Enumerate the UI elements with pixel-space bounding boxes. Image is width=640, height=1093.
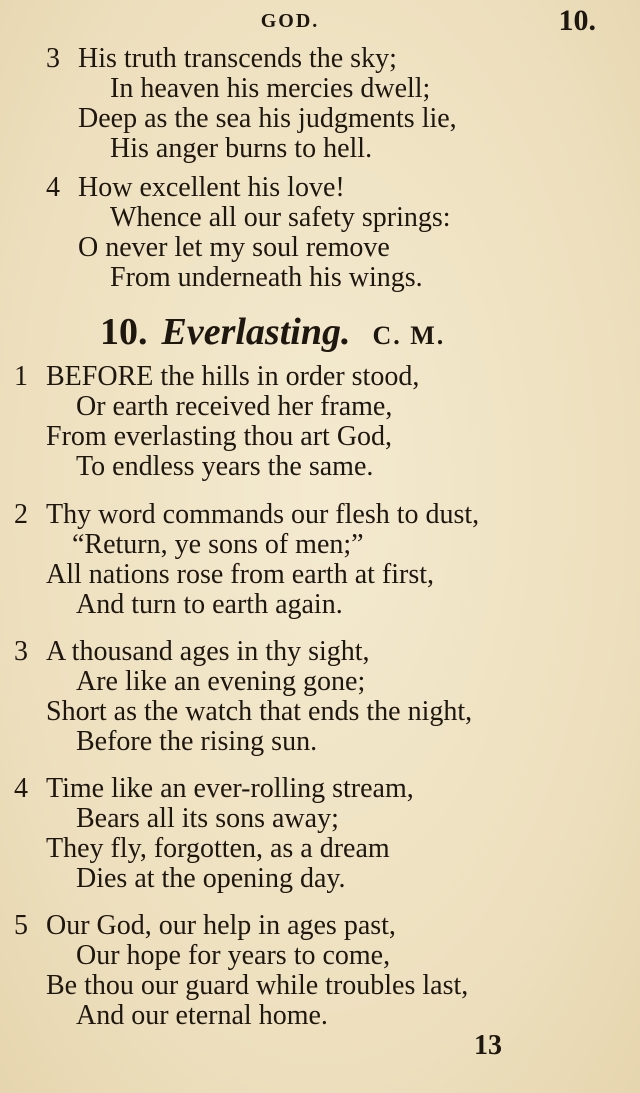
- verse-line: All nations rose from earth at first,: [46, 559, 435, 590]
- hymn-title: Everlasting.: [161, 311, 351, 353]
- verse-line: Thy word commands our flesh to dust,: [46, 499, 480, 530]
- verse-line: His anger burns to hell.: [110, 133, 373, 164]
- verse-line: Before the rising sun.: [76, 726, 318, 757]
- verse-number: 4: [14, 773, 28, 804]
- verse-line: His truth transcends the sky;: [78, 43, 397, 74]
- verse-line: And turn to earth again.: [76, 589, 343, 620]
- verse-line: How excellent his love!: [78, 172, 345, 203]
- verse-line: O never let my soul remove: [78, 232, 390, 263]
- verse-number: 5: [14, 910, 28, 941]
- verse-number: 3: [46, 43, 60, 74]
- verse-number: 4: [46, 172, 60, 203]
- verse-line: They fly, forgotten, as a dream: [46, 833, 390, 864]
- verse-line: Time like an ever-rolling stream,: [46, 773, 414, 804]
- verse-number: 1: [14, 361, 28, 392]
- running-header: GOD.: [260, 10, 320, 32]
- verse-line: A thousand ages in thy sight,: [46, 636, 370, 667]
- hymn-meter: C. M.: [372, 321, 446, 350]
- verse-line: Bears all its sons away;: [76, 803, 339, 834]
- verse-line: Whence all our safety springs:: [110, 202, 451, 233]
- verse-line: Or earth received her frame,: [76, 391, 393, 422]
- hymn-heading: [100, 312, 445, 356]
- verse-line: And our eternal home.: [76, 1000, 328, 1031]
- verse-line: Deep as the sea his judgments lie,: [78, 103, 457, 134]
- verse-number: 2: [14, 499, 28, 530]
- verse-line: In heaven his mercies dwell;: [110, 73, 431, 104]
- verse-line: Our hope for years to come,: [76, 940, 391, 971]
- hymn-number: 10.: [100, 311, 148, 353]
- verse-line: Short as the watch that ends the night,: [46, 696, 473, 727]
- verse-line: To endless years the same.: [76, 451, 374, 482]
- verse-line: Our God, our help in ages past,: [46, 910, 396, 941]
- verse-line: Dies at the opening day.: [76, 863, 346, 894]
- verse-line: From everlasting thou art God,: [46, 421, 393, 452]
- verse-line: Be thou our guard while troubles last,: [46, 970, 469, 1001]
- verse-number: 3: [14, 636, 28, 667]
- verse-line: “Return, ye sons of men;”: [72, 529, 364, 560]
- verse-line: From underneath his wings.: [110, 262, 423, 293]
- header-hymn-number: 10.: [558, 4, 596, 37]
- verse-line: Are like an evening gone;: [76, 666, 366, 697]
- verse-line: BEFORE the hills in order stood,: [46, 361, 420, 392]
- page-number: 13: [474, 1030, 502, 1061]
